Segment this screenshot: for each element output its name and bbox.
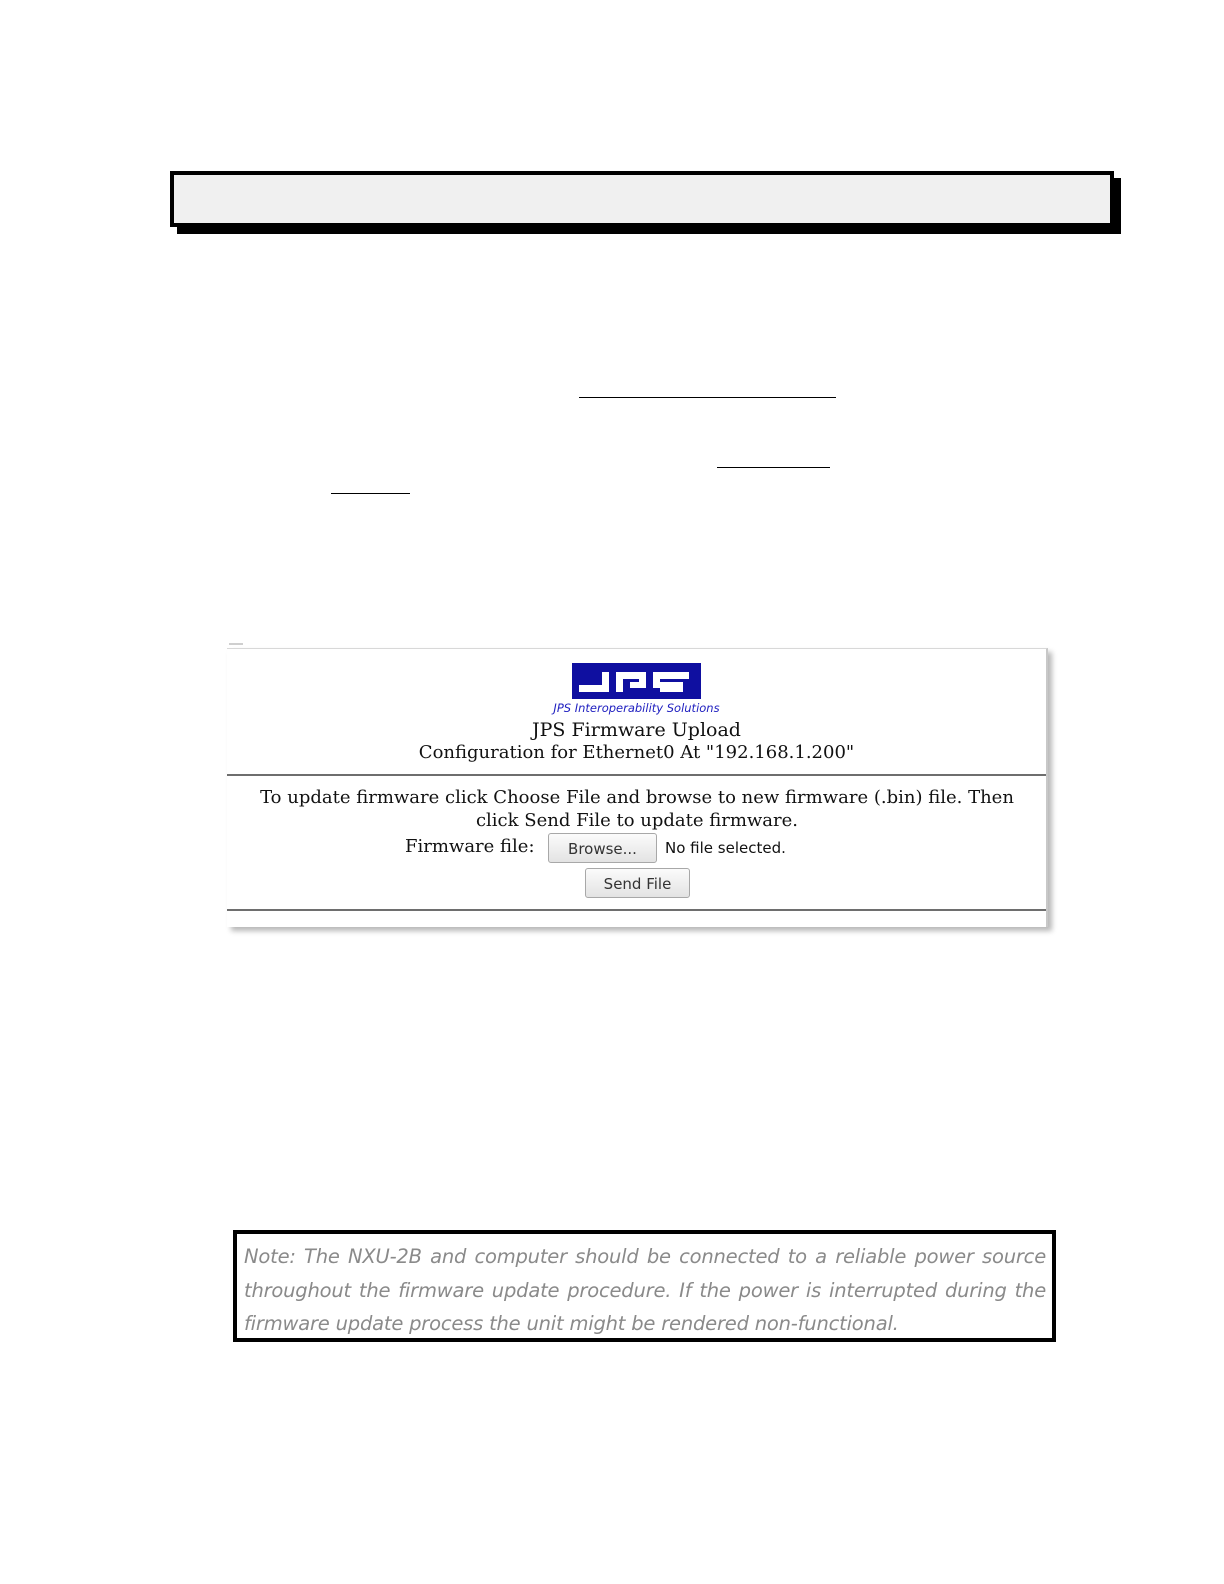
firmware-upload-screenshot (227, 648, 1048, 927)
firmware-file-row (227, 833, 1046, 865)
jps-logo (227, 663, 1046, 703)
blank-underline (579, 397, 836, 398)
blank-underline (717, 467, 830, 468)
note-text: Note: The NXU-2B and computer should be connected to a reliable power source throughout the firmware update procedure. If the power is interrupted during the firmware update process the unit might be rendered non-functional. (244, 1245, 1046, 1335)
file-status-text: No file selected. (665, 839, 786, 857)
divider (227, 909, 1046, 911)
divider (227, 774, 1046, 776)
section-header-bar (170, 171, 1114, 227)
page-subtitle: Configuration for Ethernet0 At "192.168.1.200" (418, 742, 855, 763)
blank-underline (331, 493, 410, 494)
jps-logo-icon (572, 663, 701, 699)
page-title: JPS Firmware Upload (532, 719, 741, 741)
send-file-button[interactable]: Send File (585, 868, 690, 898)
upload-instructions: To update firmware click Choose File and browse to new firmware (.bin) file. Then click Send File to update firmware. (260, 787, 1014, 831)
firmware-file-label: Firmware file: (405, 836, 535, 857)
browse-button[interactable]: Browse... (548, 833, 657, 863)
browser-tab-edge (229, 643, 243, 645)
note-box (233, 1230, 1056, 1342)
logo-caption: JPS Interoperability Solutions (553, 701, 720, 715)
